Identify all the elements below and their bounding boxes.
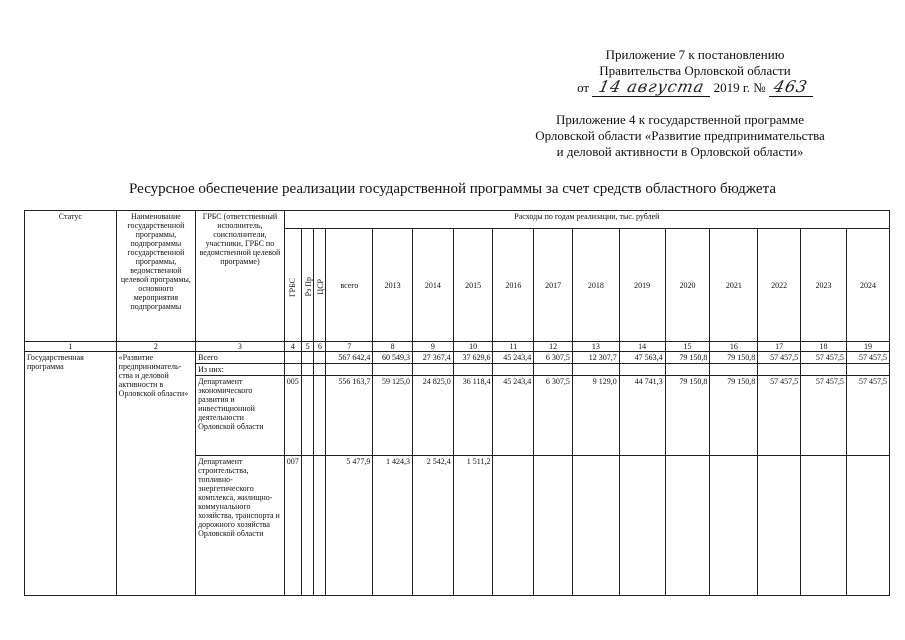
value-cell: 1 424,3	[373, 456, 413, 596]
header-year: 2017	[534, 229, 573, 342]
column-number: 9	[413, 342, 454, 352]
year-text: 2019 г. №	[713, 80, 766, 95]
column-number: 10	[453, 342, 493, 352]
column-number: 7	[326, 342, 373, 352]
value-cell: 59 125,0	[373, 376, 413, 456]
column-number-row	[25, 342, 890, 352]
appendix-line-3: и деловой активности в Орловской области»	[556, 144, 804, 159]
value-cell: 79 150,8	[710, 376, 758, 456]
value-cell: 6 307,5	[534, 376, 573, 456]
dept2-name: Департамент строительства, топливно-энергетического комплекса, жилищно-коммунального хозяйства, транспорта и дорожного хозяйства Орловской области	[196, 456, 285, 596]
value-cell: 1 511,2	[453, 456, 493, 596]
header-grbs: ГРБС (ответственный исполнитель, соисполнители, участники, ГРБС по ведомственной целевой программе)	[196, 211, 285, 342]
date-signature-field	[592, 79, 710, 97]
value-cell: 60 549,3	[373, 352, 413, 364]
header-status: Статус	[25, 211, 117, 342]
column-number: 18	[801, 342, 847, 352]
header-year: 2014	[413, 229, 454, 342]
column-number: 2	[116, 342, 195, 352]
value-cell: 57 457,5	[758, 376, 801, 456]
column-number: 12	[534, 342, 573, 352]
header-year: 2013	[373, 229, 413, 342]
column-number: 14	[619, 342, 665, 352]
header-code-csr: ЦСР	[314, 229, 326, 342]
value-cell: 12 307,7	[572, 352, 619, 364]
column-number: 1	[25, 342, 117, 352]
header-code-rzpr: Рз Пр	[302, 229, 314, 342]
decree-header	[545, 47, 845, 97]
header-year: 2022	[758, 229, 801, 342]
appendix-line-1: Приложение 4 к государственной программе	[555, 112, 805, 127]
value-cell: 27 367,4	[413, 352, 454, 364]
date-signature: 14 августа	[596, 77, 707, 96]
dept1-code: 005	[284, 376, 301, 456]
value-cell: 57 457,5	[846, 352, 889, 364]
program-name-cell: «Развитие предприниматель-ства и деловой активности в Орловской области»	[116, 352, 195, 596]
appendix-header	[510, 112, 850, 160]
column-number: 13	[572, 342, 619, 352]
value-cell: 9 129,0	[572, 376, 619, 456]
header-code-grbs: ГРБС	[284, 229, 301, 342]
value-cell: 45 243,4	[493, 352, 534, 364]
column-number: 19	[846, 342, 889, 352]
value-cell: 79 150,8	[710, 352, 758, 364]
number-signature: 463	[772, 77, 810, 96]
value-cell: 37 629,6	[453, 352, 493, 364]
header-year: 2015	[453, 229, 493, 342]
value-cell: 57 457,5	[758, 352, 801, 364]
value-cell: 567 642,4	[326, 352, 373, 364]
decree-line-1: Приложение 7 к постановлению	[605, 47, 785, 62]
appendix-line-2: Орловской области «Развитие предпринимательства	[535, 128, 825, 143]
value-cell: 57 457,5	[846, 376, 889, 456]
value-cell: 47 563,4	[619, 352, 665, 364]
header-year: 2020	[665, 229, 710, 342]
decree-date-line	[545, 79, 845, 97]
value-cell: 2 542,4	[413, 456, 454, 596]
value-cell: 44 741,3	[619, 376, 665, 456]
value-cell: 79 150,8	[665, 352, 710, 364]
document-title: Ресурсное обеспечение реализации государственной программы за счет средств областного бюджета	[129, 181, 776, 197]
value-cell: 556 163,7	[326, 376, 373, 456]
value-cell: 57 457,5	[801, 352, 847, 364]
column-number: 4	[284, 342, 301, 352]
value-cell: 45 243,4	[493, 376, 534, 456]
value-cell: 57 457,5	[801, 376, 847, 456]
column-number: 11	[493, 342, 534, 352]
column-number: 3	[196, 342, 285, 352]
header-total: всего	[326, 229, 373, 342]
decree-line-2: Правительства Орловской области	[599, 63, 791, 78]
column-number: 8	[373, 342, 413, 352]
status-cell: Государственная программа	[25, 352, 117, 596]
column-number: 6	[314, 342, 326, 352]
column-number: 5	[302, 342, 314, 352]
number-signature-field	[769, 79, 813, 97]
value-cell: 6 307,5	[534, 352, 573, 364]
header-year: 2016	[493, 229, 534, 342]
column-number: 15	[665, 342, 710, 352]
header-year: 2023	[801, 229, 847, 342]
of-them-label: Из них:	[196, 364, 285, 376]
value-cell: 24 825,0	[413, 376, 454, 456]
value-cell: 79 150,8	[665, 376, 710, 456]
from-prefix: от	[577, 80, 590, 95]
header-year: 2021	[710, 229, 758, 342]
resource-table	[24, 210, 890, 596]
header-year: 2024	[846, 229, 889, 342]
header-year: 2018	[572, 229, 619, 342]
table-row	[25, 352, 890, 364]
value-cell: 5 477,9	[326, 456, 373, 596]
column-number: 16	[710, 342, 758, 352]
dept2-code: 007	[284, 456, 301, 596]
header-name: Наименование государственной программы, подпрограммы государственной программы, ведомственной целевой программы, основного мероприятия подпрограммы	[116, 211, 195, 342]
value-cell: 36 118,4	[453, 376, 493, 456]
header-year: 2019	[619, 229, 665, 342]
column-number: 17	[758, 342, 801, 352]
total-label: Всего	[196, 352, 285, 364]
dept1-name: Департамент экономического развития и инвестиционной деятельности Орловской области	[196, 376, 285, 456]
header-expenses: Расходы по годам реализации, тыс. рублей	[284, 211, 889, 229]
